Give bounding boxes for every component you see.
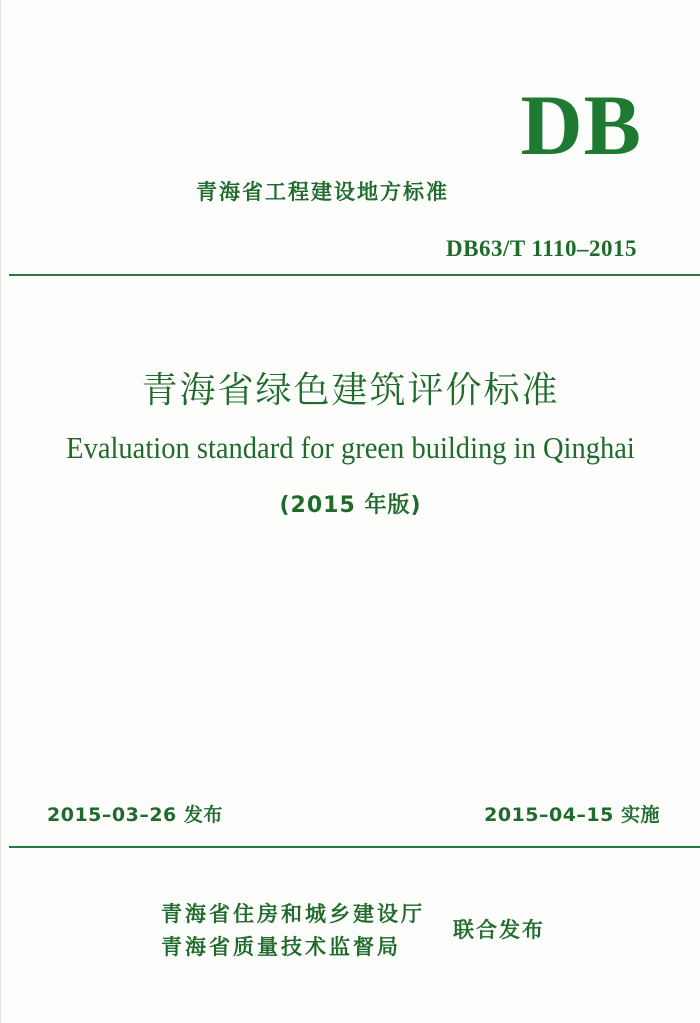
joint-issue-label: 联合发布 [453, 918, 545, 942]
issuer-list [161, 898, 425, 964]
edition-label: (2015 年版) [279, 493, 422, 518]
issuer-first: 青海省住房和城乡建设厅 [161, 902, 425, 926]
publish-date: 2015–03–26 发布 [47, 804, 223, 826]
series-label: 青海省工程建设地方标准 [196, 180, 449, 204]
issuer-second: 青海省质量技术监督局 [161, 935, 401, 959]
effective-date: 2015–04–15 实施 [484, 804, 660, 826]
bottom-divider [9, 846, 700, 848]
top-divider [9, 274, 700, 276]
title-chinese: 青海省绿色建筑评价标准 [141, 370, 560, 411]
db-mark: DB [520, 77, 642, 173]
standard-code: DB63/T 1110–2015 [446, 236, 637, 261]
title-english: Evaluation standard for green building in Qinghai [66, 430, 635, 465]
